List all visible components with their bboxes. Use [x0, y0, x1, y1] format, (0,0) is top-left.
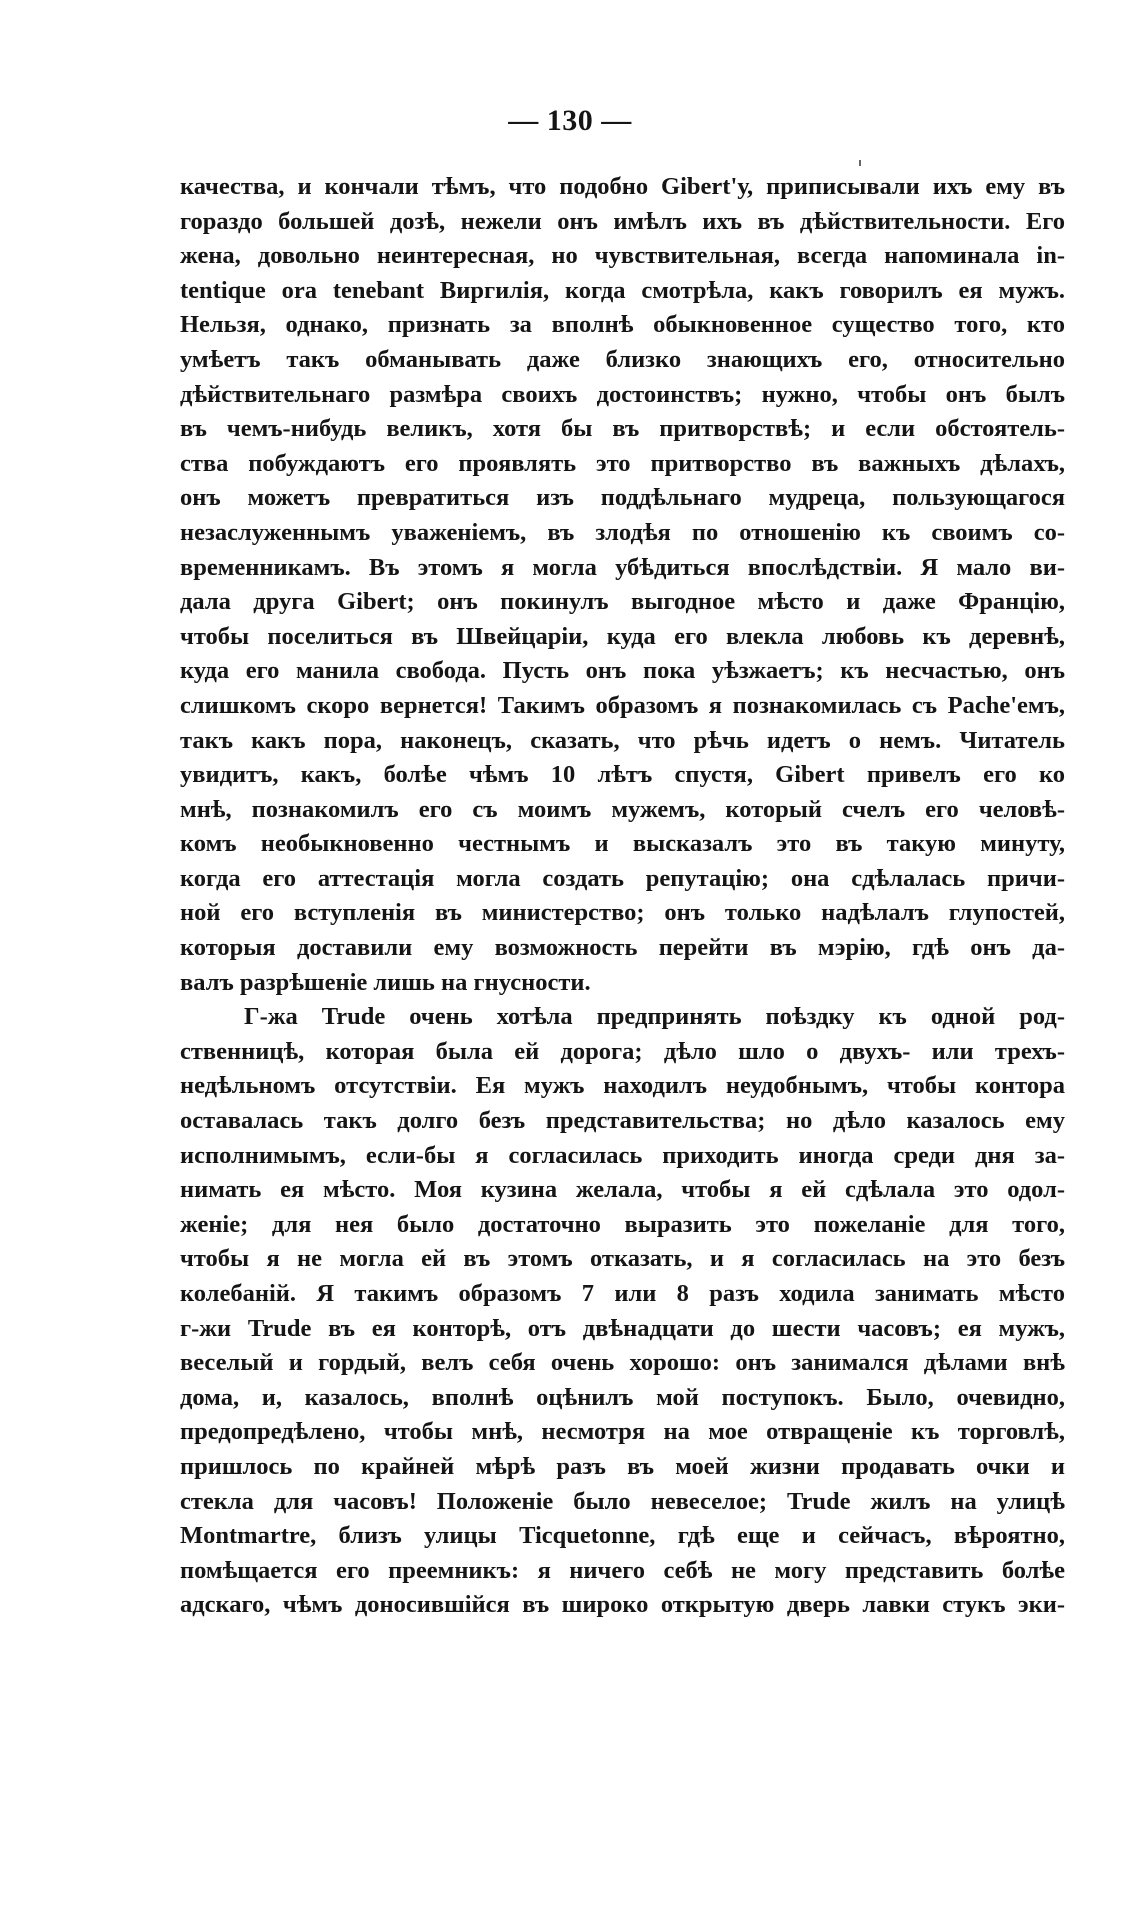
- text-line: оставалась такъ долго безъ представительства; но дѣло казалось ему: [180, 1107, 1065, 1135]
- text-line: такъ какъ пора, наконецъ, сказать, что рѣчь идетъ о немъ. Читатель: [180, 726, 1065, 754]
- page-number: — 130 —: [508, 104, 632, 137]
- text-line: умѣетъ такъ обманывать даже близко знающихъ его, относительно: [180, 345, 1065, 373]
- text-line: незаслуженнымъ уваженіемъ, въ злодѣя по отношенію къ своимъ со-: [180, 518, 1065, 546]
- text-line: недѣльномъ отсутствіи. Ея мужъ находилъ неудобнымъ, чтобы контора: [180, 1072, 1065, 1100]
- text-line: чтобы я не могла ей въ этомъ отказать, и я согласилась на это безъ: [180, 1245, 1065, 1273]
- text-line: ственницѣ, которая была ей дорога; дѣло шло о двухъ- или трехъ-: [180, 1037, 1065, 1065]
- text-line: дала друга Gibert; онъ покинулъ выгодное мѣсто и даже Францію,: [180, 588, 1065, 616]
- text-line: нимать ея мѣсто. Моя кузина желала, чтобы я ей сдѣлала это одол-: [180, 1176, 1065, 1204]
- text-line: гораздо большей дозѣ, нежели онъ имѣлъ ихъ въ дѣйствительности. Его: [180, 207, 1065, 235]
- text-line: когда его аттестація могла создать репутацію; она сдѣлалась причи-: [180, 864, 1065, 892]
- text-line: увидитъ, какъ, болѣе чѣмъ 10 лѣтъ спустя, Gibert привелъ его ко: [180, 761, 1065, 789]
- text-line: мнѣ, познакомилъ его съ моимъ мужемъ, который счелъ его человѣ-: [180, 795, 1065, 823]
- body-text: [180, 170, 1065, 1623]
- text-line: веселый и гордый, велъ себя очень хорошо: онъ занимался дѣлами внѣ: [180, 1349, 1065, 1377]
- text-line: жена, довольно неинтересная, но чувствительная, всегда напоминала in-: [180, 242, 1065, 270]
- text-line: онъ можетъ превратиться изъ поддѣльнаго мудреца, пользующагося: [180, 484, 1065, 512]
- text-line: куда его манила свобода. Пусть онъ пока уѣзжаетъ; къ несчастью, онъ: [180, 657, 1065, 685]
- text-line: женіе; для нея было достаточно выразить это пожеланіе для того,: [180, 1210, 1065, 1238]
- text-line: колебаній. Я такимъ образомъ 7 или 8 разъ ходила занимать мѣсто: [180, 1280, 1065, 1307]
- text-line: Г-жа Trude очень хотѣла предпринять поѣздку къ одной род-: [244, 1003, 1065, 1031]
- text-line: Montmartre, близъ улицы Ticquetonne, гдѣ еще и сейчасъ, вѣроятно,: [180, 1522, 1065, 1550]
- text-line: исполнимымъ, если-бы я согласилась приходить иногда среди дня за-: [180, 1141, 1065, 1169]
- text-line: въ чемъ-нибудь великъ, хотя бы въ притворствѣ; и если обстоятель-: [180, 415, 1065, 443]
- text-line: г-жи Trude въ ея конторѣ, отъ двѣнадцати до шести часовъ; ея мужъ,: [180, 1314, 1065, 1342]
- text-line: Нельзя, однако, признать за вполнѣ обыкновенное существо того, кто: [180, 311, 1065, 339]
- text-line: дома, и, казалось, вполнѣ оцѣнилъ мой поступокъ. Было, очевидно,: [180, 1383, 1065, 1411]
- text-line: дѣйствительнаго размѣра своихъ достоинствъ; нужно, чтобы онъ былъ: [180, 380, 1065, 408]
- text-line: временникамъ. Въ этомъ я могла убѣдиться впослѣдствіи. Я мало ви-: [180, 553, 1065, 581]
- text-line: чтобы поселиться въ Швейцаріи, куда его влекла любовь къ деревнѣ,: [180, 622, 1065, 650]
- text-line: предопредѣлено, чтобы мнѣ, несмотря на мое отвращеніе къ торговлѣ,: [180, 1418, 1065, 1446]
- text-line: адскаго, чѣмъ доносившійся въ широко открытую дверь лавки стукъ эки-: [180, 1591, 1065, 1619]
- text-line: комъ необыкновенно честнымъ и высказалъ это въ такую минуту,: [180, 830, 1065, 858]
- text-line: ства побуждаютъ его проявлять это притворство въ важныхъ дѣлахъ,: [180, 449, 1065, 477]
- text-line: ной его вступленія въ министерство; онъ только надѣлалъ глупостей,: [180, 899, 1065, 927]
- ink-speck: [859, 160, 861, 166]
- text-line: валъ разрѣшеніе лишь на гнусности.: [180, 968, 591, 996]
- text-line: помѣщается его преемникъ: я ничего себѣ не могу представить болѣе: [180, 1556, 1065, 1584]
- text-line: tentique ora tenebant Виргилія, когда смотрѣла, какъ говорилъ ея мужъ.: [180, 276, 1065, 304]
- text-line: которыя доставили ему возможность перейти въ мэрію, гдѣ онъ да-: [180, 934, 1065, 962]
- text-line: качества, и кончали тѣмъ, что подобно Gibert'у, приписывали ихъ ему въ: [180, 173, 1065, 200]
- text-line: пришлось по крайней мѣрѣ разъ въ моей жизни продавать очки и: [180, 1452, 1065, 1480]
- text-line: слишкомъ скоро вернется! Такимъ образомъ я познакомилась съ Pache'емъ,: [180, 691, 1065, 719]
- text-line: стекла для часовъ! Положеніе было невеселое; Trude жилъ на улицѣ: [180, 1487, 1065, 1515]
